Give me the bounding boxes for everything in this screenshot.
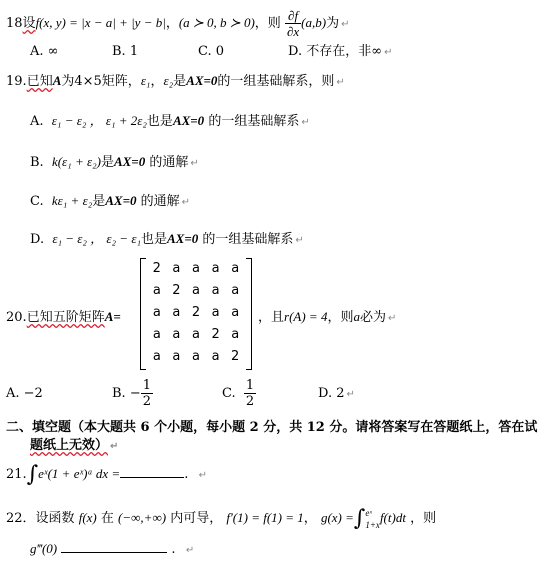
q19-stem-c: 是 — [173, 74, 187, 89]
q18-stem-a: 设 — [22, 16, 36, 31]
q20-stem-c: ，则 — [327, 310, 354, 325]
q20-number: 20 — [6, 310, 23, 325]
q20-stem-d: 必为 — [359, 310, 386, 325]
q19-stem-b: 为4×5矩阵， — [61, 74, 141, 89]
q18-options — [30, 40, 392, 59]
q22-number: 22 — [6, 511, 23, 526]
q21-number: 21. — [6, 467, 27, 482]
section2-desc-2: 题纸上无效） — [30, 438, 109, 453]
q18-partial-fraction: $\frac{\partial f}{\partial x}$ — [286, 8, 300, 39]
matrix-row: a 2 a a a — [152, 283, 240, 298]
q20-option-b: B. − $\frac{1}{2}$ — [112, 378, 151, 409]
q18-option-a: A. ∞ — [30, 44, 59, 59]
q19-option-d-math: ε₁ − ε₂ ， ε₂ − ε₁ — [52, 231, 141, 246]
q19-option-a: A. ε₁ − ε₂ ， ε₁ + 2ε₂也是AX=0 的一组基础解系 ↵ — [30, 113, 310, 129]
section2-heading — [6, 416, 537, 435]
q19-e2: ε₂ — [163, 73, 174, 88]
q19-sep: ， — [150, 74, 164, 89]
q19-option-c: C. kε₁ + ε₂是AX=0 的通解 ↵ — [30, 193, 191, 209]
section2-title: 二、填空题 — [6, 420, 72, 435]
q22-line: 22．设函数 f(x) 在 (−∞,+∞) 内可导， f′(1) = f(1) = 1， g(x) =∫ eˣ 1+x f(t)dt ，则 — [6, 506, 437, 531]
q19-option-b: B. k(ε₁ + ε₂)是AX=0 的通解 ↵ — [30, 154, 199, 170]
q20-option-a: A. −2 — [6, 386, 43, 401]
q20-option-c: C. $\frac{1}{2}$ — [222, 378, 255, 409]
matrix-row: a a a a 2 — [152, 349, 240, 364]
matrix-row: a a a 2 a — [152, 327, 240, 342]
q20-var: a — [353, 309, 360, 324]
q19-stem-a: 已知 — [26, 74, 53, 89]
q19-option-c-math: kε₁ + ε₂ — [51, 193, 93, 208]
q19-option-a-math: ε₁ − ε₂ ， ε₁ + 2ε₂ — [51, 113, 147, 128]
paragraph-mark-icon: ↵ — [185, 545, 195, 556]
q22-answer-blank[interactable] — [61, 540, 167, 553]
q19-number: 19 — [6, 74, 23, 89]
paragraph-mark-icon: ↵ — [295, 235, 304, 246]
paragraph-mark-icon: ↵ — [346, 389, 355, 400]
q18-arg: (a,b) — [301, 15, 327, 30]
q22-stem-a: ．设函数 — [22, 511, 75, 526]
q20-option-d: D. 2 — [318, 386, 345, 401]
paragraph-mark-icon: ↵ — [190, 158, 199, 169]
q20-stem-b: ，且 — [258, 310, 285, 325]
q22-line2: g‴(0) . ↵ — [30, 541, 195, 557]
q19-matrix-a: A — [52, 73, 62, 88]
q19-e1: ε₁ — [140, 73, 151, 88]
q18-condition: (a ≻ 0, b ≻ 0) — [178, 15, 255, 30]
q20-options — [6, 378, 355, 409]
q21-answer-blank[interactable] — [120, 465, 184, 478]
paragraph-mark-icon: ↵ — [341, 19, 350, 30]
q22-fx: f(x) — [78, 510, 97, 525]
integral-symbol: ∫ — [26, 462, 39, 487]
q18-option-c: C. 0 — [198, 44, 225, 59]
paragraph-mark-icon: ↵ — [110, 441, 119, 452]
q20-matrix — [140, 258, 252, 370]
paragraph-mark-icon: ↵ — [336, 77, 345, 88]
q19-line: 19.已知A为4×5矩阵，ε₁，ε₂是AX=0的一组基础解系，则 ↵ — [6, 73, 345, 89]
q22-gx: g(x) = — [320, 510, 354, 525]
paragraph-mark-icon: ↵ — [384, 47, 393, 58]
q21-line: 21.∫eˣ(1 + eˣ)ᵃ dx = . ↵ — [6, 462, 207, 487]
paragraph-mark-icon: ↵ — [198, 470, 207, 481]
q20-matrix-a-label: A= — [104, 309, 121, 324]
q22-condition: f′(1) = f(1) = 1 — [226, 510, 304, 525]
q19-option-d: D. ε₁ − ε₂ ， ε₂ − ε₁也是AX=0 的一组基础解系 ↵ — [30, 231, 304, 247]
q18-line: 18设f(x, y) = |x − a| + |y − b|，(a ≻ 0, b ≻ 0)，则 $\frac{\partial f}{\partial x}$ (a,b)为 ↵ — [6, 8, 350, 39]
paragraph-mark-icon: ↵ — [301, 117, 310, 128]
q22-integrand: f(t)dt — [379, 510, 406, 525]
q22-interval: (−∞,+∞) — [118, 510, 167, 525]
q19-option-b-math: k(ε₁ + ε₂) — [51, 154, 101, 169]
q18-stem-c: 为 — [326, 16, 340, 31]
matrix-row: 2 a a a a — [152, 261, 240, 276]
matrix-row: a a 2 a a — [152, 305, 240, 320]
q18-stem-b: ，则 — [254, 16, 281, 31]
paragraph-mark-icon: ↵ — [387, 313, 397, 324]
section2-heading-line2 — [30, 434, 118, 453]
q22-g3: g‴(0) — [30, 541, 58, 556]
q18-option-d: D. 不存在，非∞ — [288, 44, 383, 59]
paragraph-mark-icon: ↵ — [181, 197, 191, 208]
q22-stem-c: 内可导， — [170, 511, 223, 526]
q20-stem-a: 已知五阶矩阵 — [26, 310, 105, 325]
q21-expr: eˣ(1 + eˣ)ᵃ dx = — [38, 466, 121, 481]
q18-option-b: B. 1 — [112, 44, 139, 59]
q20-line-tail — [258, 306, 396, 325]
q20-line: 20.已知五阶矩阵A= — [6, 309, 121, 325]
q20-rank: r(A) = 4 — [284, 309, 328, 324]
q22-limits: eˣ 1+x — [365, 507, 380, 530]
q22-stem-d: ，则 — [410, 511, 437, 526]
q18-number: 18 — [6, 16, 23, 31]
integral-symbol: ∫ — [353, 506, 366, 531]
q22-stem-b: 在 — [100, 511, 114, 526]
q18-function: f(x, y) = |x − a| + |y − b| — [35, 15, 166, 30]
q19-eq: AX=0 — [186, 73, 218, 88]
section2-desc: （本大题共 6 个小题，每小题 2 分，共 12 分。请将答案写在答题纸上，答在试 — [71, 420, 538, 435]
q19-stem-d: 的一组基础解系，则 — [217, 74, 335, 89]
